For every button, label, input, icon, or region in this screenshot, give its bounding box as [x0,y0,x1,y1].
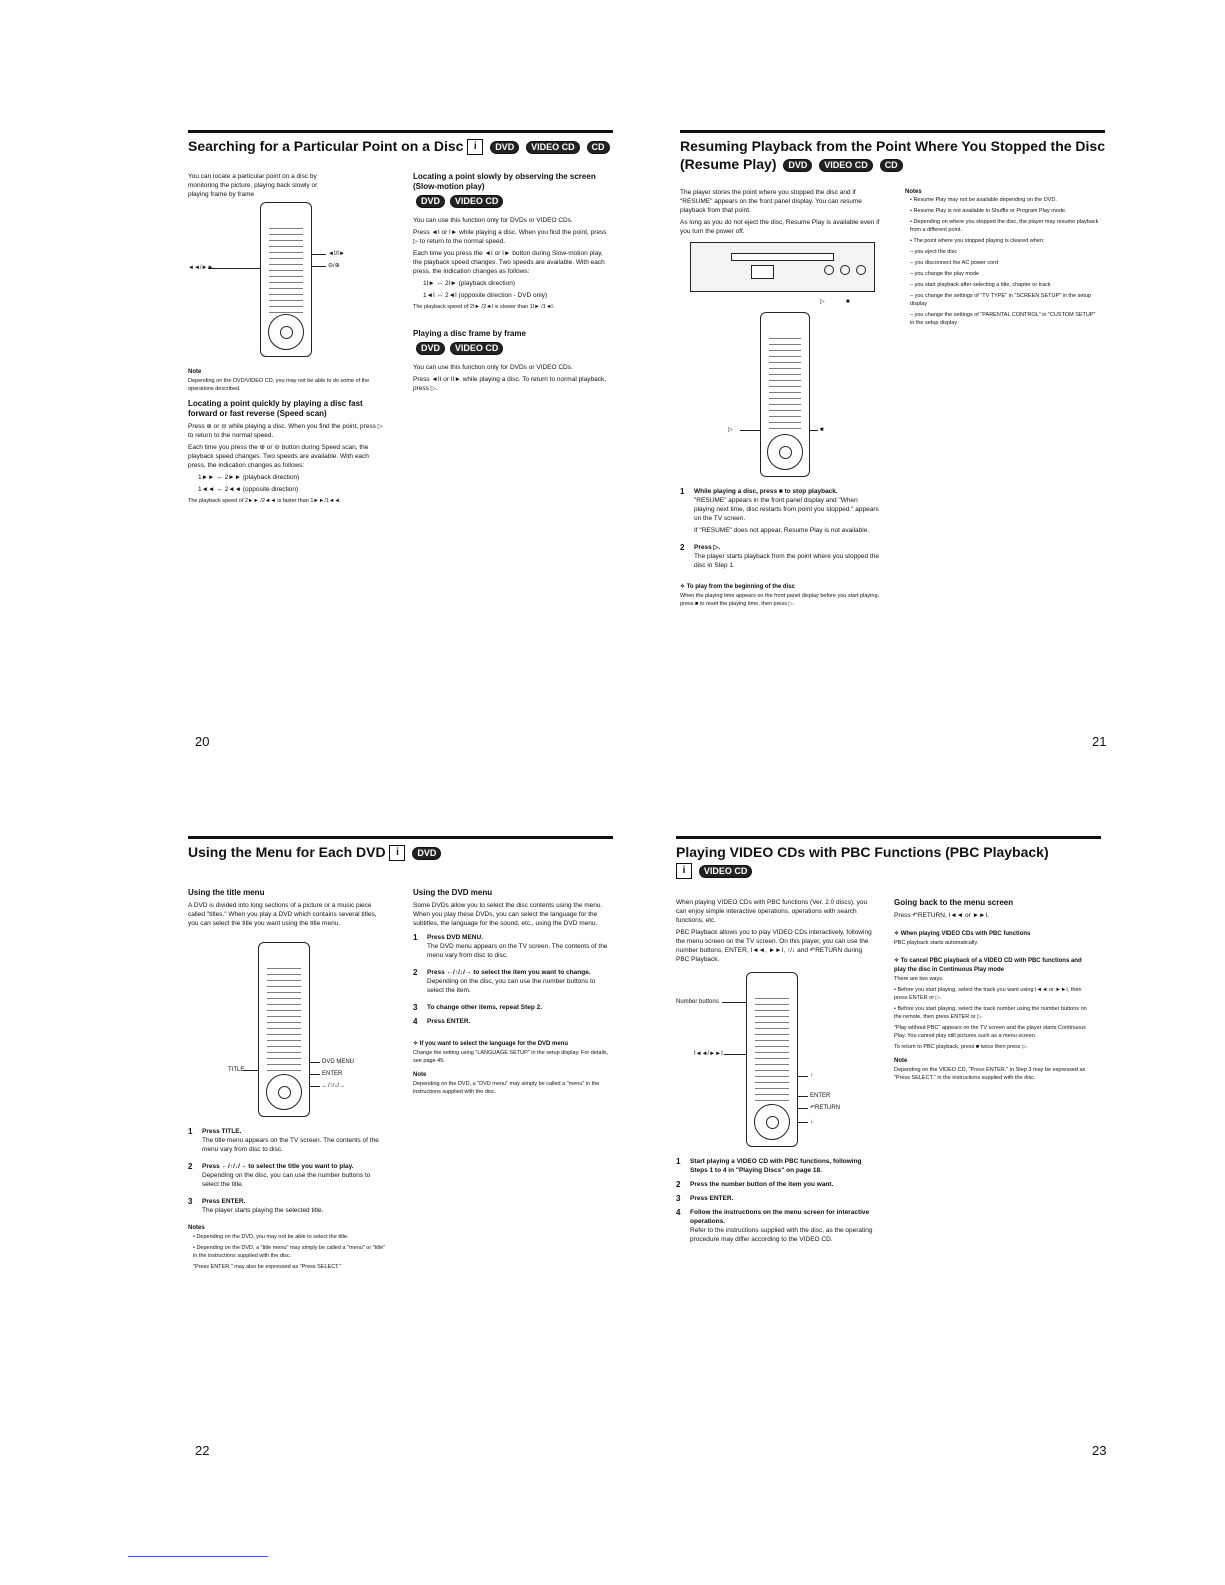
note-item: – you eject the disc [910,249,958,255]
tip-heading-1: ✧ When playing VIDEO CDs with PBC functions [894,931,1031,937]
label-step: ⊖/⊕ [328,263,340,269]
remote-icon [258,942,310,1117]
label-stop: ■ [846,299,850,305]
badge-videocd: VIDEO CD [526,141,580,154]
label-arrows: ←/↑/↓/→ [322,1083,346,1089]
tip-text: Change the setting using "LANGUAGE SETUP" in the setup display. For details, see page 45. [413,1050,609,1064]
title-rule [676,836,1101,839]
page-number: 20 [195,734,210,749]
badge-videocd: VIDEO CD [819,159,873,172]
tip-text-1: PBC playback starts automatically. [894,940,979,946]
note-item: • Depending on the DVD, a "title menu" may simply be called a "menu" or "title" in the instructions supplied with the disc. [193,1245,386,1259]
slow-foot: The playback speed of 2I► /2◄I is slower than 1I► /1◄I. [413,304,555,310]
left-column [676,898,876,1250]
note-item: • Depending on where you stopped the disc, the player may resume playback from a different point. [910,219,1099,233]
note-heading: Note [894,1058,908,1064]
label-number-buttons: Number buttons [676,999,719,1005]
player-figure [680,242,880,312]
step-4: 4 Press ENTER. [413,1017,471,1026]
intro-text-1: When playing VIDEO CDs with PBC functions (Ver. 2.0 discs), you can enjoy simple interactive operations, operations with search functions, etc. [676,899,868,924]
badge-dvd: DVD [490,141,519,154]
badge-dvd: DVD [416,195,445,208]
page-23 [676,836,1101,1476]
tip-icon: ✧ [894,958,901,964]
speed-scan-line2: 1◄◄ ↔ 2◄◄ (opposite direction) [198,486,299,493]
remote-figure [188,202,388,362]
title-rule [188,130,613,133]
slow-line1: 1I► ↔ 2I► (playback direction) [423,280,515,287]
frame-body2: Press ◄II or II► while playing a disc. To return to normal playback, press ▷. [413,376,607,392]
tip-text: When the playing time appears on the front panel display before you start playing, press ■ to reset the playing time, then press ▷. [680,593,880,607]
note-heading: Note [188,369,202,375]
page-title: Using the Menu for Each DVD i DVD [188,843,613,861]
speed-scan-body2: Each time you press the ⊕ or ⊖ button during Speed scan, the playback speed changes. Two speeds are available. With each press, the indication changes as follows: [188,444,369,469]
tip-text-2c: • Before you start playing, select the track number using the number buttons on the remote, then press ENTER or ▷. [894,1006,1087,1020]
note-heading: Note [413,1072,427,1078]
step-3: 3 Press ENTER. The player starts playing the selected title. [188,1197,324,1214]
right-column [413,882,613,1099]
label-title: TITLE [228,1067,245,1073]
speed-scan-heading: Locating a point quickly by playing a disc fast forward or fast reverse (Speed scan) [188,399,363,418]
label-enter: ENTER [810,1093,831,1099]
note-item: • Depending on the DVD, you may not be able to select the title. [193,1234,349,1240]
tip-text-2d: "Play without PBC" appears on the TV screen and the player starts Continuous Play. You cannot play still pictures such as a menu screen. [894,1025,1086,1039]
step-2: 2 Press the number button of the item you want. [676,1180,834,1189]
badge-cd: CD [880,159,903,172]
left-column [188,882,388,1274]
title-rule [188,836,613,839]
note-item: • Resume Play may not be available depending on the DVD. [910,197,1057,203]
badge-videocd: VIDEO CD [450,195,504,208]
step-3: 3 Press ENTER. [676,1194,734,1203]
label-dvd-menu: DVD MENU [322,1059,355,1065]
label-skip: I◄◄/►►I [694,1051,723,1057]
note-item: "Press ENTER." may also be expressed as "Press SELECT." [193,1264,342,1270]
dvd-menu-heading: Using the DVD menu [413,888,493,897]
note-item: • Resume Play is not available in Shuffle or Program Play mode. [910,208,1067,214]
remote-figure [188,942,388,1122]
slow-motion-heading: Locating a point slowly by observing the screen (Slow-motion play) [413,172,596,191]
tip-text-2e: To return to PBC playback, press ■ twice then press ▷. [894,1044,1028,1050]
tip-heading: ✧ To play from the beginning of the disc [680,584,795,590]
label-play: ▷ [728,427,733,433]
intro-text-1: The player stores the point where you stopped the disc and if "RESUME" appears on the front panel display. You can resume playback from that point. [680,189,862,214]
label-return: ↶RETURN [810,1105,841,1111]
note-item: – you start playback after selecting a title, chapter or track [910,282,1051,288]
step-1: 1 Press DVD MENU. The DVD menu appears on the TV screen. The contents of the menu vary from disc to disc. [413,933,608,959]
speed-scan-foot: The playback speed of 2►► /2◄◄ is faster than 1►►/1◄◄. [188,498,342,504]
note-item: – you disconnect the AC power cord [910,260,999,266]
notes-heading: Notes [905,189,922,195]
tip-icon: ✧ [413,1041,420,1047]
frame-heading: Playing a disc frame by frame [413,329,526,338]
right-column [413,172,613,396]
remote-icon [746,972,798,1147]
info-icon: i [467,139,483,155]
label-enter: ENTER [322,1071,343,1077]
label-stop: ■ [820,427,824,433]
note-text: Depending on the DVD/VIDEO CD, you may not be able to do some of the operations described. [188,378,370,392]
step-2: 2 Press ▷. The player starts playback from the point where you stopped the disc in Step 1. [680,543,879,569]
speed-scan-line1: 1►► ↔ 2►► (playback direction) [198,474,300,481]
slow-line2: 1◄I ↔ 2◄I (opposite direction - DVD only) [423,292,548,299]
step-1: 1 Press TITLE. The title menu appears on the TV screen. The contents of the menu vary from disc to disc. [188,1127,379,1153]
remote-icon [260,202,312,357]
step-1: 1 Start playing a VIDEO CD with PBC functions, following Steps 1 to 4 in "Playing Discs" on page 18. [676,1157,862,1174]
footer-line [128,1556,268,1557]
page-20 [188,130,613,750]
note-item: – you change the play mode [910,271,980,277]
notes-column [905,188,1100,330]
slow-body1: You can use this function only for DVDs or VIDEO CDs. [413,217,573,224]
page-title: Resuming Playback from the Point Where You Stopped the Disc (Resume Play) DVD VIDEO CD CD [680,138,1105,172]
slow-body2: Press ◄I or I► while playing a disc. When you find the point, press ▷ to return to the normal speed. [413,229,607,245]
tip-text-2b: • Before you start playing, select the track you want using I◄◄ or ►►I, then press ENTER or ▷. [894,987,1082,1001]
badge-dvd: DVD [416,342,445,355]
note-item: – you change the settings of "TV TYPE" in "SCREEN SETUP" in the setup display [910,293,1092,307]
page-number: 23 [1092,1443,1107,1458]
step-3: 3 To change other items, repeat Step 2. [413,1003,543,1012]
badge-dvd: DVD [783,159,812,172]
step-2: 2 Press ←/↑/↓/→ to select the title you want to play. Depending on the disc, you can use the number buttons to select the title. [188,1162,371,1188]
menu-back-heading: Going back to the menu screen [894,898,1014,907]
tip-text-2a: There are two ways. [894,976,944,982]
page-title: Searching for a Particular Point on a Disc i DVD VIDEO CD CD [188,137,613,155]
notes-list [905,196,1100,327]
slow-body3: Each time you press the ◄I or I► button during Slow-motion play, the playback speed changes. Two speeds are available. With each press, the indication changes as follows: [413,250,605,275]
tip-heading: ✧ If you want to select the language for the DVD menu [413,1041,569,1047]
page-number: 21 [1092,734,1107,749]
step-4: 4 Follow the instructions on the menu screen for interactive operations. Refer to the instructions supplied with the disc, as the operating procedure may differ according to the VIDEO CD. [676,1208,873,1243]
remote-figure [680,312,880,482]
dvd-player-icon [690,242,875,292]
page-title: Playing VIDEO CDs with PBC Functions (PBC Playback) i VIDEO CD [676,843,1101,879]
label-up: ↑ [810,1073,813,1079]
note-item: • The point where you stopped playing is cleared when: [910,238,1045,244]
page-22 [188,836,613,1476]
page-number: 22 [195,1443,210,1458]
dvd-menu-body: Some DVDs allow you to select the disc contents using the menu. When you play these DVDs, you can select the language for the subtitles, the language for the sound, etc., using the DVD menu. [413,902,603,927]
info-icon: i [676,863,692,879]
page-21 [680,130,1105,750]
step-2: 2 Press ←/↑/↓/→ to select the item you want to change. Depending on the disc, you can use the number buttons to select the item. [413,968,596,994]
label-scan: ◄◄/►► [188,265,214,271]
label-down: ↓ [810,1119,813,1125]
label-slow: ◄I/I► [328,251,345,257]
right-column [894,898,1094,1085]
info-icon: i [389,845,405,861]
notes-list [188,1233,388,1271]
remote-icon [760,312,810,477]
intro-text: You can locate a particular point on a disc by monitoring the picture, playing back slowly or playing frame by frame [188,173,318,198]
note-text: Depending on the VIDEO CD, "Press ENTER." in Step 3 may be expressed as "Press SELECT." in the instructions supplied with the disc. [894,1067,1086,1081]
note-text: Depending on the DVD, a "DVD menu" may simply be called a "menu" in the instructions supplied with the disc. [413,1081,600,1095]
title-rule [680,130,1105,133]
tip-heading-2: ✧ To cancel PBC playback of a VIDEO CD with PBC functions and play the disc in Continuous Play mode [894,958,1082,973]
title-menu-heading: Using the title menu [188,888,265,897]
step-1: 1 While playing a disc, press ■ to stop playback. "RESUME" appears in the front panel display and "When playing next time, disc restarts from point you stopped." appears on the TV screen. If "RESUME" does not appear, Resume Play is not available. [680,487,879,534]
badge-videocd: VIDEO CD [450,342,504,355]
tip-icon: ✧ [894,931,901,937]
speed-scan-body1: Press ⊕ or ⊖ while playing a disc. When you find the point, press ▷ to return to the normal speed. [188,423,383,439]
title-menu-body: A DVD is divided into long sections of a picture or a music piece called "titles." When you play a DVD which contains several titles, you can select the title you want using the title menu. [188,902,377,927]
note-item: – you change the settings of "PARENTAL CONTROL" in "CUSTOM SETUP" in the setup display [910,312,1096,326]
tip-icon: ✧ [680,584,687,590]
notes-heading: Notes [188,1225,205,1231]
intro-text-2: PBC Playback allows you to play VIDEO CDs interactively, following the menu screen on the TV screen. On this player, you can use the number buttons, ENTER, I◄◄, ►►I, ↑/↓ and ↶RETURN during PBC Playback. [676,929,872,963]
label-play: ▷ [820,299,825,305]
intro-text-2: As long as you do not eject the disc, Resume Play is available even if you turn the power off. [680,219,880,235]
badge-cd: CD [587,141,610,154]
frame-body1: You can use this function only for DVDs or VIDEO CDs. [413,364,573,371]
badge-videocd: VIDEO CD [699,865,753,878]
left-column [680,188,880,611]
badge-dvd: DVD [412,847,441,860]
left-column [188,172,388,508]
menu-back-body: Press ↶RETURN, I◄◄ or ►►I. [894,912,990,919]
remote-figure [676,972,876,1152]
